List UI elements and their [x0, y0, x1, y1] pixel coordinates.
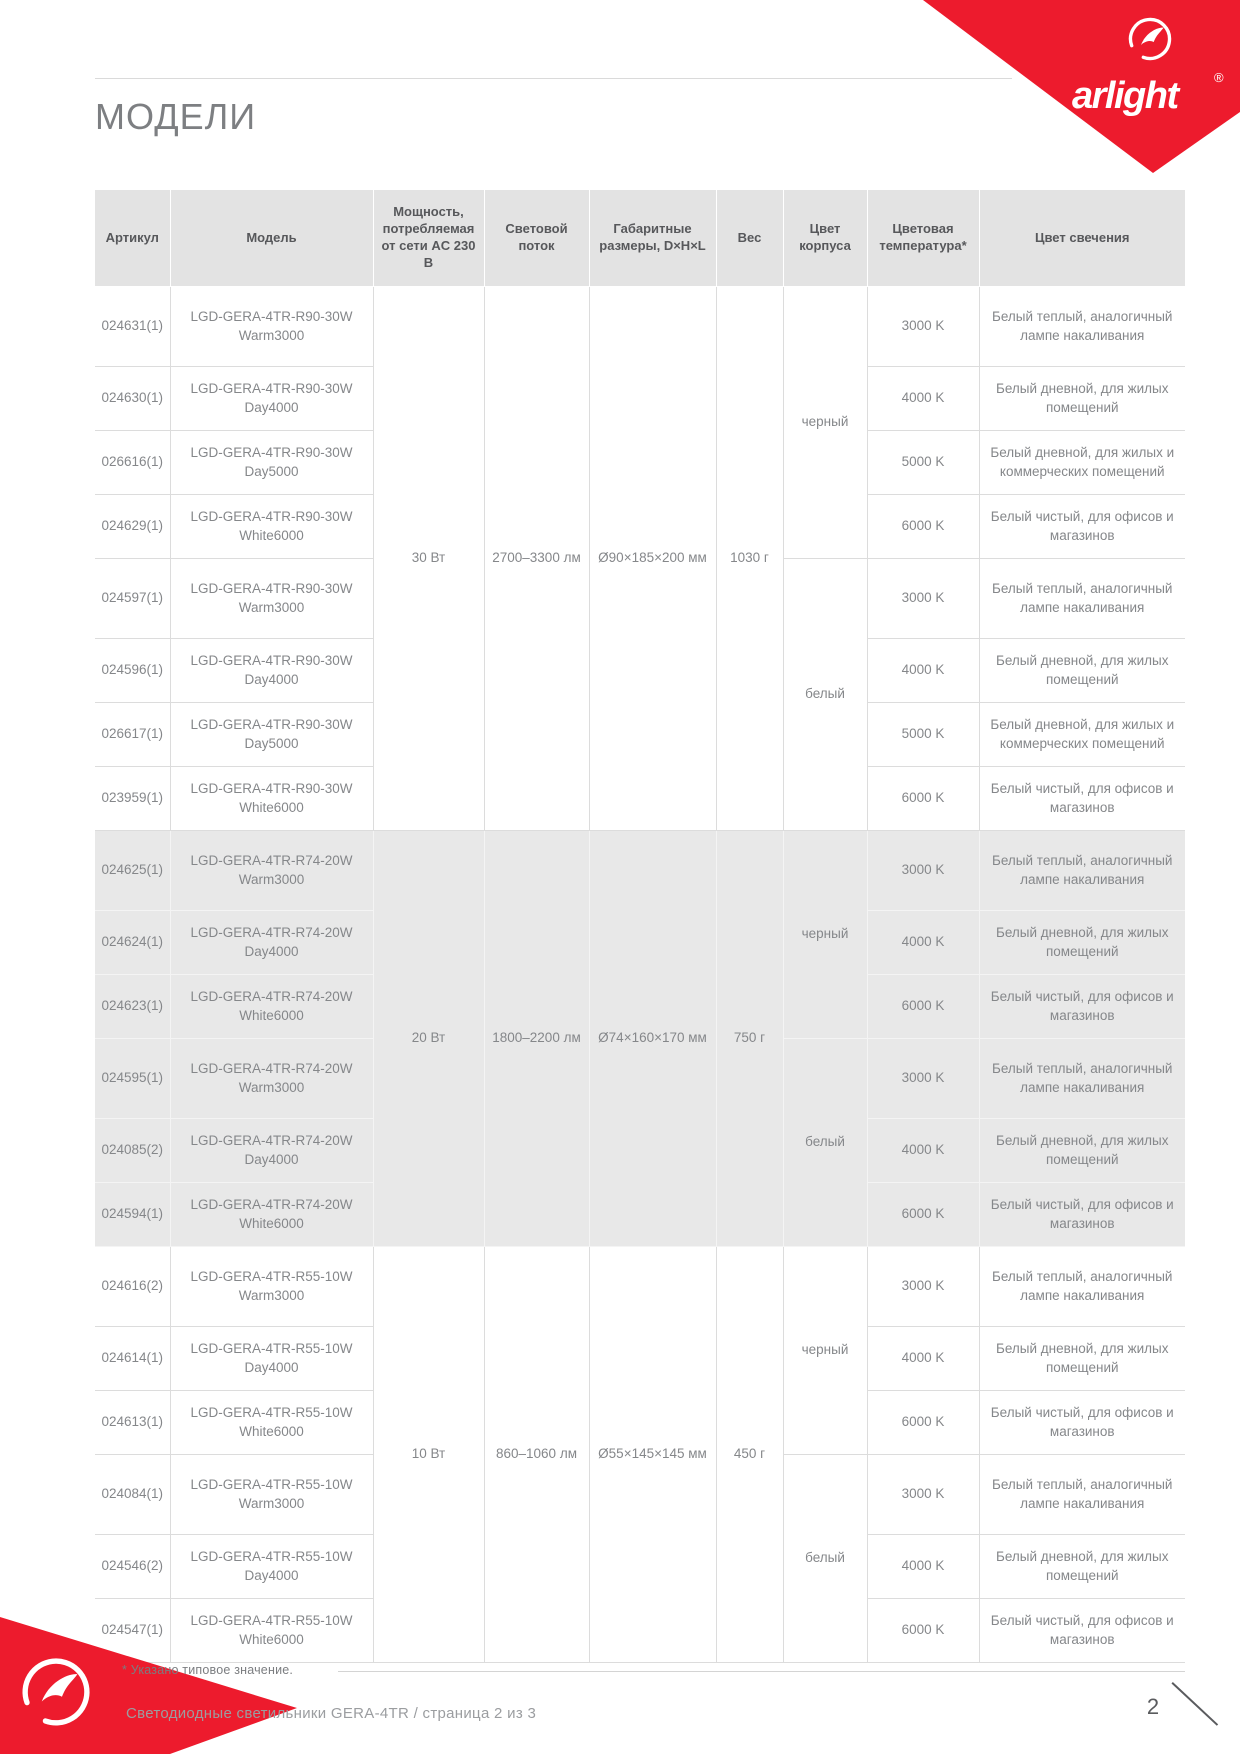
light-color-cell: Белый дневной, для жилых помещений [979, 1327, 1185, 1391]
color-temperature-cell: 3000 K [867, 1039, 979, 1119]
top-divider [95, 78, 1012, 79]
model-cell [170, 975, 373, 1039]
table-row [95, 287, 1185, 367]
model-variant: Warm3000 [238, 599, 305, 615]
model-variant: White6000 [239, 1215, 304, 1231]
color-temperature-cell: 3000 K [867, 831, 979, 911]
model-cell [170, 1183, 373, 1247]
article-cell: 024594(1) [95, 1183, 170, 1247]
light-color-cell: Белый чистый, для офисов и магазинов [979, 495, 1185, 559]
arlight-swoosh-icon [1131, 19, 1170, 58]
header-model: Модель [170, 190, 373, 287]
model-variant: White6000 [239, 527, 304, 543]
model-variant: White6000 [239, 799, 304, 815]
model-variant: Day4000 [244, 399, 299, 415]
model-cell [170, 1599, 373, 1663]
header-body-color: Цвет корпуса [783, 190, 867, 287]
light-color-cell: Белый чистый, для офисов и магазинов [979, 1391, 1185, 1455]
model-variant: Day4000 [244, 1359, 299, 1375]
body-color-cell: черный [783, 1247, 867, 1455]
light-color-cell: Белый дневной, для жилых помещений [979, 911, 1185, 975]
model-name: LGD-GERA-4TR-R55-10W [190, 1269, 353, 1285]
model-variant: Day5000 [244, 463, 299, 479]
body-color-cell: белый [783, 559, 867, 831]
article-cell: 024616(2) [95, 1247, 170, 1327]
model-variant: Warm3000 [238, 1495, 305, 1511]
body-color-cell: черный [783, 831, 867, 1039]
color-temperature-cell: 6000 K [867, 767, 979, 831]
model-cell [170, 287, 373, 367]
weight-cell: 1030 г [716, 287, 783, 831]
article-cell: 024624(1) [95, 911, 170, 975]
dimensions-cell: Ø90×185×200 мм [589, 287, 716, 831]
model-name: LGD-GERA-4TR-R55-10W [190, 1341, 353, 1357]
article-cell: 024595(1) [95, 1039, 170, 1119]
model-variant: Day4000 [244, 943, 299, 959]
light-color-cell: Белый дневной, для жилых помещений [979, 639, 1185, 703]
dimensions-cell: Ø74×160×170 мм [589, 831, 716, 1247]
flux-cell: 2700–3300 лм [484, 287, 589, 831]
model-variant: Day4000 [244, 1151, 299, 1167]
color-temperature-cell: 4000 K [867, 367, 979, 431]
color-temperature-cell: 6000 K [867, 975, 979, 1039]
light-color-cell: Белый чистый, для офисов и магазинов [979, 975, 1185, 1039]
model-variant: Warm3000 [238, 1079, 305, 1095]
color-temperature-cell: 6000 K [867, 1391, 979, 1455]
model-cell [170, 1535, 373, 1599]
power-cell: 10 Вт [373, 1247, 484, 1663]
model-cell [170, 495, 373, 559]
dimensions-cell: Ø55×145×145 мм [589, 1247, 716, 1663]
article-cell: 024546(2) [95, 1535, 170, 1599]
article-cell: 023959(1) [95, 767, 170, 831]
model-variant: Warm3000 [238, 327, 305, 343]
color-temperature-cell: 4000 K [867, 1535, 979, 1599]
article-cell: 024630(1) [95, 367, 170, 431]
model-cell [170, 1391, 373, 1455]
model-cell [170, 1327, 373, 1391]
color-temperature-cell: 4000 K [867, 639, 979, 703]
model-cell [170, 767, 373, 831]
light-color-cell: Белый теплый, аналогичный лампе накаливания [979, 831, 1185, 911]
light-color-cell: Белый чистый, для офисов и магазинов [979, 767, 1185, 831]
light-color-cell: Белый чистый, для офисов и магазинов [979, 1183, 1185, 1247]
footnote-divider [338, 1671, 1185, 1672]
model-variant: White6000 [239, 1007, 304, 1023]
article-cell: 024613(1) [95, 1391, 170, 1455]
light-color-cell: Белый теплый, аналогичный лампе накаливания [979, 1039, 1185, 1119]
power-cell: 20 Вт [373, 831, 484, 1247]
light-color-cell: Белый дневной, для жилых и коммерческих помещений [979, 431, 1185, 495]
weight-cell: 450 г [716, 1247, 783, 1663]
model-name: LGD-GERA-4TR-R90-30W [190, 445, 353, 461]
color-temperature-cell: 3000 K [867, 1247, 979, 1327]
model-name: LGD-GERA-4TR-R90-30W [190, 781, 353, 797]
table-header-row [95, 190, 1185, 287]
article-cell: 024625(1) [95, 831, 170, 911]
models-table-body [95, 287, 1185, 1663]
article-cell: 026616(1) [95, 431, 170, 495]
model-cell [170, 831, 373, 911]
article-cell: 024623(1) [95, 975, 170, 1039]
header-power: Мощность, потребляемая от сети AC 230 В [373, 190, 484, 287]
model-cell [170, 1455, 373, 1535]
header-color-temperature: Цветовая температура* [867, 190, 979, 287]
model-name: LGD-GERA-4TR-R90-30W [190, 653, 353, 669]
page-title: МОДЕЛИ [95, 96, 257, 137]
model-cell [170, 1039, 373, 1119]
body-color-cell: белый [783, 1039, 867, 1247]
color-temperature-cell: 6000 K [867, 1183, 979, 1247]
model-cell [170, 639, 373, 703]
model-name: LGD-GERA-4TR-R74-20W [190, 1061, 353, 1077]
power-cell: 30 Вт [373, 287, 484, 831]
color-temperature-cell: 3000 K [867, 559, 979, 639]
flux-cell: 1800–2200 лм [484, 831, 589, 1247]
article-cell: 024084(1) [95, 1455, 170, 1535]
light-color-cell: Белый теплый, аналогичный лампе накаливания [979, 1247, 1185, 1327]
weight-cell: 750 г [716, 831, 783, 1247]
article-cell: 024597(1) [95, 559, 170, 639]
footer-text: Светодиодные светильники GERA-4TR / страница 2 из 3 [126, 1705, 537, 1722]
color-temperature-cell: 6000 K [867, 495, 979, 559]
light-color-cell: Белый теплый, аналогичный лампе накаливания [979, 287, 1185, 367]
article-cell: 024085(2) [95, 1119, 170, 1183]
article-cell: 026617(1) [95, 703, 170, 767]
light-color-cell: Белый теплый, аналогичный лампе накаливания [979, 1455, 1185, 1535]
arlight-mark-icon [18, 1654, 94, 1730]
color-temperature-cell: 3000 K [867, 1455, 979, 1535]
model-cell [170, 431, 373, 495]
table-row [95, 831, 1185, 911]
model-cell [170, 1119, 373, 1183]
body-color-cell: белый [783, 1455, 867, 1663]
models-table [95, 190, 1185, 1663]
model-name: LGD-GERA-4TR-R90-30W [190, 581, 353, 597]
model-name: LGD-GERA-4TR-R55-10W [190, 1613, 353, 1629]
color-temperature-cell: 6000 K [867, 1599, 979, 1663]
header-light-color: Цвет свечения [979, 190, 1185, 287]
light-color-cell: Белый дневной, для жилых и коммерческих помещений [979, 703, 1185, 767]
header-weight: Вес [716, 190, 783, 287]
color-temperature-cell: 5000 K [867, 431, 979, 495]
logo-wordmark: arlight [1072, 75, 1178, 117]
model-variant: Day5000 [244, 735, 299, 751]
article-cell: 024629(1) [95, 495, 170, 559]
model-variant: Day4000 [244, 671, 299, 687]
model-name: LGD-GERA-4TR-R90-30W [190, 381, 353, 397]
light-color-cell: Белый чистый, для офисов и магазинов [979, 1599, 1185, 1663]
model-variant: Warm3000 [238, 871, 305, 887]
model-name: LGD-GERA-4TR-R74-20W [190, 925, 353, 941]
model-name: LGD-GERA-4TR-R55-10W [190, 1405, 353, 1421]
model-name: LGD-GERA-4TR-R74-20W [190, 989, 353, 1005]
model-variant: White6000 [239, 1423, 304, 1439]
color-temperature-cell: 4000 K [867, 911, 979, 975]
page-number-divider [1172, 1682, 1218, 1725]
table-row [95, 1247, 1185, 1327]
model-name: LGD-GERA-4TR-R55-10W [190, 1549, 353, 1565]
model-variant: Warm3000 [238, 1287, 305, 1303]
color-temperature-cell: 4000 K [867, 1119, 979, 1183]
model-cell [170, 703, 373, 767]
model-cell [170, 367, 373, 431]
footnote: * Указано типовое значение. [122, 1663, 294, 1677]
flux-cell: 860–1060 лм [484, 1247, 589, 1663]
model-name: LGD-GERA-4TR-R90-30W [190, 509, 353, 525]
model-cell [170, 1247, 373, 1327]
light-color-cell: Белый дневной, для жилых помещений [979, 367, 1185, 431]
page-number: 2 [1146, 1694, 1160, 1719]
header-article: Артикул [95, 190, 170, 287]
model-name: LGD-GERA-4TR-R55-10W [190, 1477, 353, 1493]
model-name: LGD-GERA-4TR-R74-20W [190, 1133, 353, 1149]
article-cell: 024547(1) [95, 1599, 170, 1663]
model-name: LGD-GERA-4TR-R90-30W [190, 309, 353, 325]
article-cell: 024614(1) [95, 1327, 170, 1391]
light-color-cell: Белый теплый, аналогичный лампе накаливания [979, 559, 1185, 639]
color-temperature-cell: 3000 K [867, 287, 979, 367]
header-dimensions: Габаритные размеры, D×H×L [589, 190, 716, 287]
arlight-logo [1068, 14, 1238, 118]
registered-mark: ® [1214, 70, 1224, 85]
light-color-cell: Белый дневной, для жилых помещений [979, 1535, 1185, 1599]
article-cell: 024596(1) [95, 639, 170, 703]
model-name: LGD-GERA-4TR-R90-30W [190, 717, 353, 733]
model-variant: Day4000 [244, 1567, 299, 1583]
model-variant: White6000 [239, 1631, 304, 1647]
model-cell [170, 911, 373, 975]
color-temperature-cell: 5000 K [867, 703, 979, 767]
article-cell: 024631(1) [95, 287, 170, 367]
model-cell [170, 559, 373, 639]
color-temperature-cell: 4000 K [867, 1327, 979, 1391]
model-name: LGD-GERA-4TR-R74-20W [190, 853, 353, 869]
body-color-cell: черный [783, 287, 867, 559]
light-color-cell: Белый дневной, для жилых помещений [979, 1119, 1185, 1183]
header-flux: Световой поток [484, 190, 589, 287]
model-name: LGD-GERA-4TR-R74-20W [190, 1197, 353, 1213]
